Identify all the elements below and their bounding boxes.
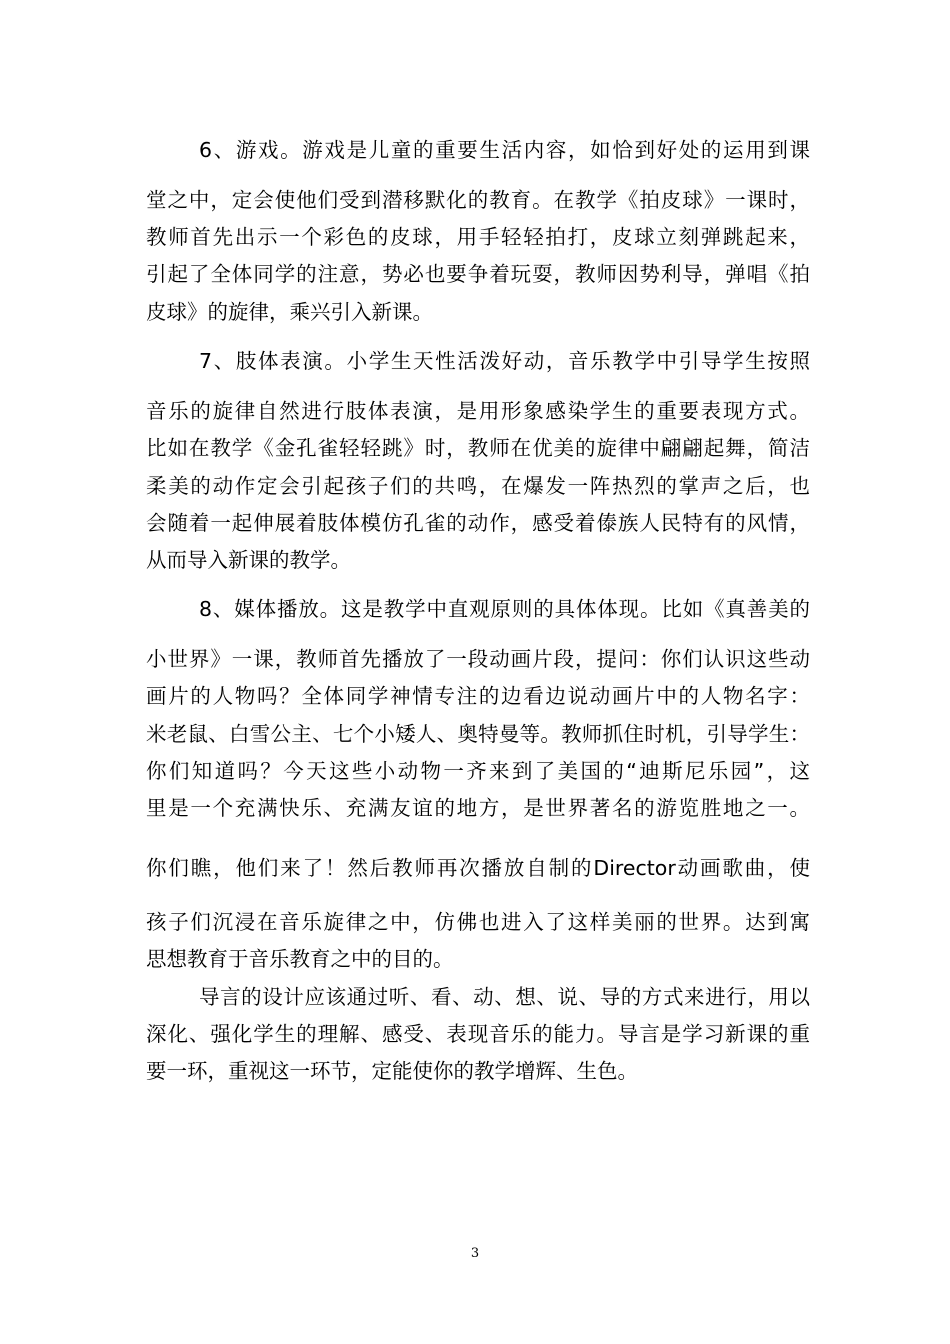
paragraph-6-line-4: 引起了全体同学的注意，势必也要争着玩耍，教师因势利导，弹唱《拍 — [146, 262, 810, 286]
paragraph-8-line-5: 你们知道吗？今天这些小动物一齐来到了美国的“迪斯尼乐园”，这 — [146, 759, 810, 783]
paragraph-7-line-6: 从而导入新课的教学。 — [146, 548, 351, 572]
paragraph-7-line-5: 会随着一起伸展着肢体模仿孔雀的动作，感受着傣族人民特有的风情， — [146, 511, 810, 535]
paragraph-6-line-1: 6、游戏。游戏是儿童的重要生活内容，如恰到好处的运用到课 — [199, 138, 810, 162]
paragraph-8-line-8: 孩子们沉浸在音乐旋律之中，仿佛也进入了这样美丽的世界。达到寓 — [146, 910, 810, 934]
paragraph-8-line-7: 你们瞧，他们来了！然后教师再次播放自制的Director动画歌曲，使 — [146, 856, 810, 880]
conclusion-line-1: 导言的设计应该通过听、看、动、想、说、导的方式来进行，用以 — [199, 985, 810, 1009]
paragraph-8-line-9: 思想教育于音乐教育之中的目的。 — [146, 947, 454, 971]
paragraph-6-line-3: 教师首先出示一个彩色的皮球，用手轻轻拍打，皮球立刻弹跳起来， — [146, 225, 810, 249]
paragraph-8-line-3: 画片的人物吗？全体同学神情专注的边看边说动画片中的人物名字： — [146, 684, 810, 708]
paragraph-8-line-6: 里是一个充满快乐、充满友谊的地方，是世界著名的游览胜地之一。 — [146, 796, 810, 820]
conclusion-line-3: 要一环，重视这一环节，定能使你的教学增辉、生色。 — [146, 1059, 638, 1083]
paragraph-7-line-3: 比如在教学《金孔雀轻轻跳》时，教师在优美的旋律中翩翩起舞，简洁 — [146, 436, 810, 460]
paragraph-6-line-2: 堂之中，定会使他们受到潜移默化的教育。在教学《拍皮球》一课时， — [146, 188, 810, 212]
paragraph-7-line-4: 柔美的动作定会引起孩子们的共鸣，在爆发一阵热烈的掌声之后，也 — [146, 474, 810, 498]
paragraph-8-line-2: 小世界》一课，教师首先播放了一段动画片段，提问：你们认识这些动 — [146, 647, 810, 671]
paragraph-8-line-1: 8、媒体播放。这是教学中直观原则的具体体现。比如《真善美的 — [199, 597, 810, 621]
paragraph-8-line-4: 米老鼠、白雪公主、七个小矮人、奥特曼等。教师抓住时机，引导学生： — [146, 722, 810, 746]
paragraph-7-line-2: 音乐的旋律自然进行肢体表演，是用形象感染学生的重要表现方式。 — [146, 399, 810, 423]
paragraph-7-line-1: 7、肢体表演。小学生天性活泼好动，音乐教学中引导学生按照 — [199, 349, 810, 373]
page-number: 3 — [470, 1246, 480, 1261]
conclusion-line-2: 深化、强化学生的理解、感受、表现音乐的能力。导言是学习新课的重 — [146, 1022, 810, 1046]
paragraph-6-line-5: 皮球》的旋律，乘兴引入新课。 — [146, 300, 433, 324]
